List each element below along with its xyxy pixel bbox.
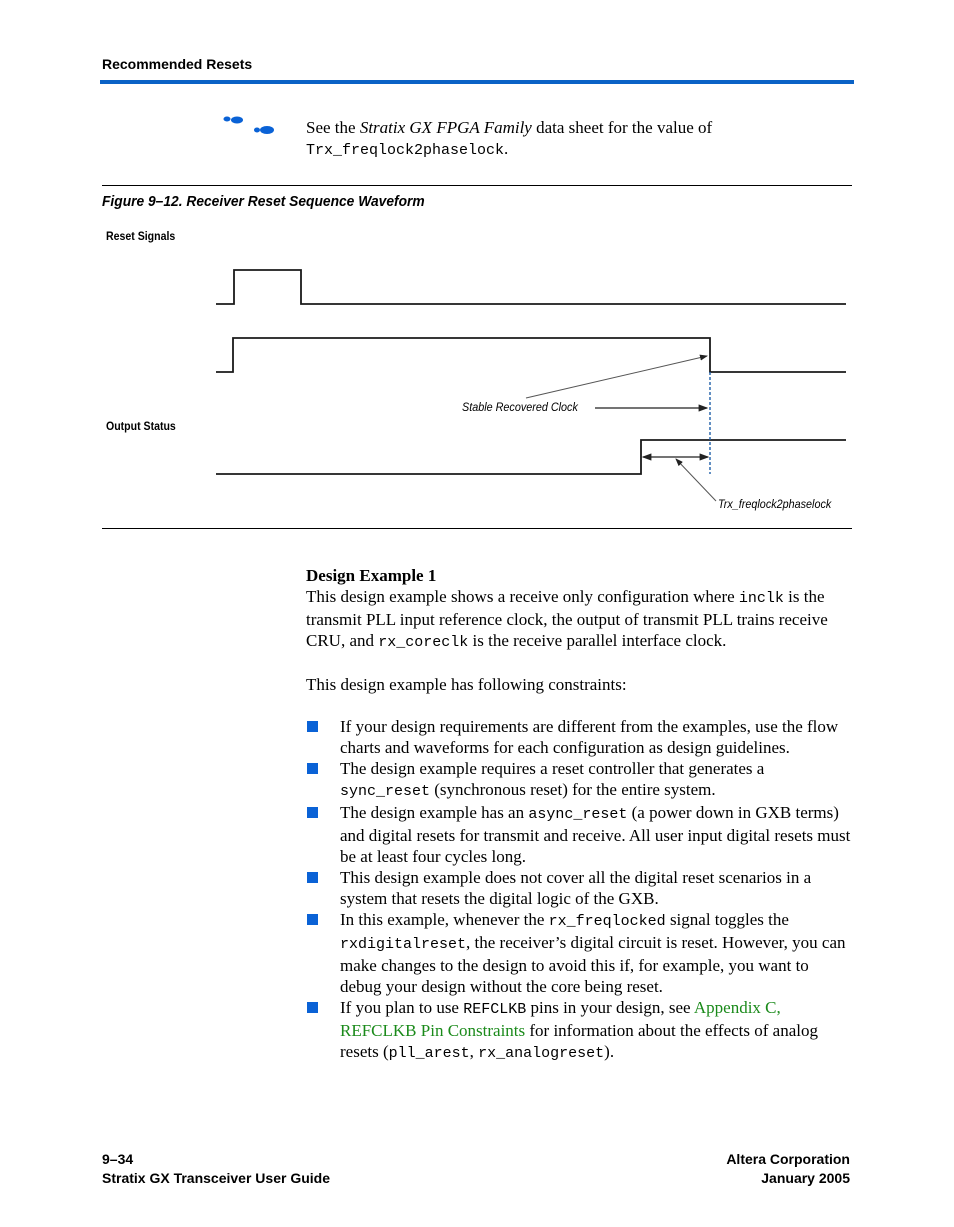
text: is the receive parallel interface clock.	[468, 631, 727, 650]
text: In this example, whenever the	[340, 910, 549, 929]
text: The design example has an	[340, 803, 529, 822]
text: is the transmit PLL input reference clock, the output of transmit PLL trains receive CRU, and	[306, 587, 828, 650]
text: This design example does not cover all the digital reset scenarios in a system that resets the digital logic of the GXB.	[340, 868, 812, 908]
figure-title: Figure 9–12. Receiver Reset Sequence Waveform	[102, 193, 425, 210]
bullet-square-icon	[307, 914, 318, 925]
text: pins in your design, see	[526, 998, 694, 1017]
waveform-diagram	[0, 0, 954, 540]
body-content	[306, 565, 854, 1064]
text: If you plan to use	[340, 998, 464, 1017]
list-item	[306, 716, 854, 758]
label-reset-signals: Reset Signals	[106, 229, 176, 243]
footer-left	[102, 1150, 330, 1188]
code-pll-arest: pll_arest	[388, 1045, 470, 1062]
code-rx-freqlocked: rx_freqlocked	[548, 913, 666, 930]
note-code: Trx_freqlock2phaselock	[306, 142, 505, 159]
bullet-square-icon	[307, 1002, 318, 1013]
list-item	[306, 802, 854, 867]
code-rx-coreclk: rx_coreclk	[378, 634, 469, 651]
text: If your design requirements are different from the examples, use the flow charts and waveforms for each configuration as design guidelines.	[340, 717, 839, 757]
note-text-part: See the	[306, 118, 360, 137]
page-number: 9–34	[102, 1151, 134, 1167]
text: for information about the effects of analog resets (	[340, 1021, 818, 1061]
code-inclk: inclk	[738, 590, 784, 607]
section-heading: Design Example 1	[306, 566, 437, 585]
bullet-square-icon	[307, 763, 318, 774]
note-text-part: .	[504, 139, 509, 158]
text: signal toggles the	[665, 910, 789, 929]
label-output-status: Output Status	[106, 419, 176, 433]
code-rx-analogreset: rx_analogreset	[478, 1045, 605, 1062]
constraints-intro: This design example has following constraints:	[306, 675, 627, 694]
text: This design example shows a receive only configuration where	[306, 587, 739, 606]
text: ).	[604, 1042, 615, 1061]
intro-paragraph	[306, 586, 854, 653]
figure-rule-bottom	[102, 528, 852, 529]
code-rxdigitalreset: rxdigitalreset	[340, 936, 467, 953]
text: , the receiver’s digital circuit is reset. However, you can make changes to the design to avoid this if, for example, you want to debug your design without the core being reset.	[340, 933, 846, 996]
company-name: Altera Corporation	[726, 1151, 850, 1167]
list-item	[306, 758, 854, 802]
footer-right	[726, 1150, 850, 1188]
stable-clock-pointer-diagonal	[526, 356, 707, 398]
bullet-square-icon	[307, 807, 318, 818]
reset-signal-1-trace	[216, 270, 846, 304]
appendix-c-link[interactable]: Appendix C, REFCLKB Pin Constraints	[340, 998, 781, 1040]
text: The design example requires a reset controller that generates a	[340, 759, 765, 778]
bullet-square-icon	[307, 872, 318, 883]
doc-title: Stratix GX Transceiver User Guide	[102, 1170, 330, 1186]
note-doc-reference: Stratix GX FPGA Family	[359, 118, 532, 137]
text: (a power down in GXB terms) and digital resets for transmit and receive. All user input digital resets must be at least four cycles long.	[340, 803, 851, 866]
output-status-trace	[216, 440, 846, 474]
code-refclkb: REFCLKB	[463, 1001, 527, 1018]
text: (synchronous reset) for the entire system.	[430, 780, 716, 799]
running-header-title: Recommended Resets	[102, 56, 253, 72]
bullet-square-icon	[307, 721, 318, 732]
trx-pointer	[676, 459, 716, 501]
constraints-list	[306, 716, 854, 1064]
code-sync-reset: sync_reset	[340, 783, 431, 800]
list-item	[306, 909, 854, 997]
note-text-part: data sheet for the value of	[531, 118, 713, 137]
code-async-reset: async_reset	[528, 806, 628, 823]
annotation-stable-recovered-clock: Stable Recovered Clock	[462, 400, 578, 414]
list-item	[306, 867, 854, 909]
text: ,	[469, 1042, 479, 1061]
publish-date: January 2005	[761, 1170, 850, 1186]
annotation-trx-freqlock2phaselock: Trx_freqlock2phaselock	[718, 497, 832, 511]
reset-signal-2-trace	[216, 338, 846, 372]
list-item	[306, 997, 854, 1064]
